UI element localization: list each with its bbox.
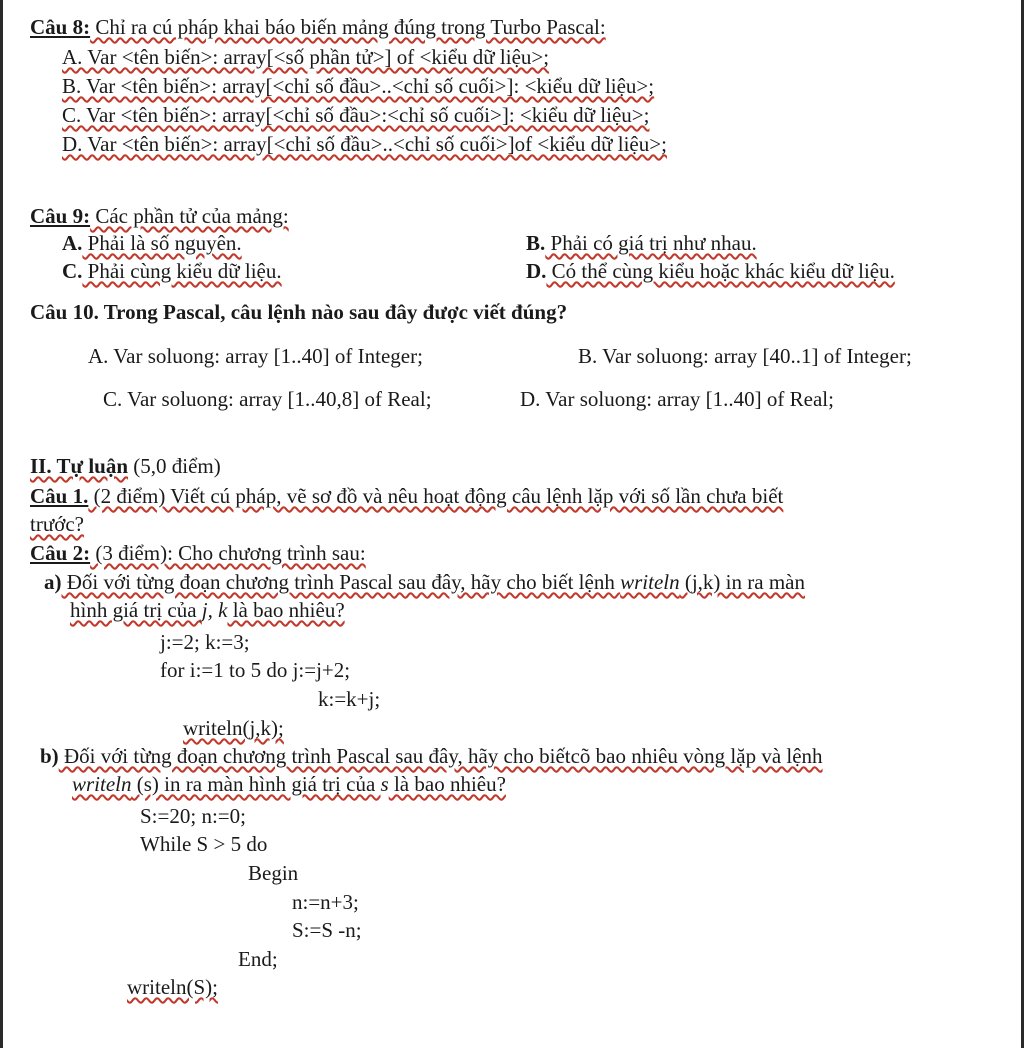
part2-heading: [30, 453, 221, 479]
part-a-line1: a) Đối với từng đoạn chương trình Pascal sau đây, hãy cho biết lệnh writeln (j,k) in ra màn: [44, 570, 805, 594]
q8-option-b: B. Var <tên biến>: array[<chỉ số đầu>..<chỉ số cuối>]: <kiểu dữ liệu>;: [62, 74, 655, 98]
code-a-line-3: k:=k+j;: [318, 687, 381, 711]
q8-option-a: A. Var <tên biến>: array[<số phần tử>] of <kiểu dữ liệu>;: [62, 45, 550, 69]
q8-option-d: D. Var <tên biến>: array[<chỉ số đầu>..<chỉ số cuối>]of <kiểu dữ liệu>;: [62, 132, 667, 156]
q8-title: [30, 14, 606, 40]
code-b-line-6: End;: [238, 947, 278, 971]
q10-option-a: A. Var soluong: array [1..40] of Integer;: [88, 344, 423, 368]
q9-option-c: C. Phải cùng kiểu dữ liệu.: [62, 259, 282, 283]
q10-option-d: D. Var soluong: array [1..40] of Real;: [520, 387, 834, 411]
essay-q1-line1: Câu 1. (2 điểm) Viết cú pháp, vẽ sơ đồ và nêu hoạt động câu lệnh lặp với số lần chưa biết: [30, 484, 784, 508]
part-b-label: b): [40, 744, 59, 768]
essay-q2-title: Câu 2: (3 điểm): Cho chương trình sau:: [30, 541, 366, 565]
q9-title: [30, 203, 289, 229]
q9-option-b: B. Phải có giá trị như nhau.: [526, 231, 757, 255]
q9-text: Các phần tử của mảng:: [90, 204, 289, 228]
code-a-line-4: writeln(j,k);: [183, 716, 284, 740]
q10-option-c: C. Var soluong: array [1..40,8] of Real;: [103, 387, 432, 411]
code-b-line-3: Begin: [248, 861, 299, 885]
code-b-line-2: While S > 5 do: [140, 832, 268, 856]
q9-option-a: A. Phải là số nguyên.: [62, 231, 242, 255]
code-a-line-1: j:=2; k:=3;: [160, 630, 250, 654]
essay-q1-line2: trước?: [30, 512, 84, 536]
essay-q2-number: Câu 2:: [30, 541, 91, 565]
q8-option-c: C. Var <tên biến>: array[<chỉ số đầu>:<chỉ số cuối>]: <kiểu dữ liệu>;: [62, 103, 650, 127]
code-b-line-1: S:=20; n:=0;: [140, 804, 246, 828]
q9-option-d: D. Có thể cùng kiểu hoặc khác kiểu dữ liệu.: [526, 259, 895, 283]
q10-title: Câu 10. Trong Pascal, câu lệnh nào sau đây được viết đúng?: [30, 300, 568, 324]
part-a-label: a): [44, 570, 62, 594]
code-a-line-2: for i:=1 to 5 do j:=j+2;: [160, 658, 351, 682]
part2-points: (5,0 điểm): [128, 454, 221, 478]
essay-q1-number: Câu 1.: [30, 484, 89, 508]
part-b-line1: b) Đối với từng đoạn chương trình Pascal sau đây, hãy cho biếtcõ bao nhiêu vòng lặp và lệnh: [40, 744, 823, 768]
q8-text: Chỉ ra cú pháp khai báo biến mảng đúng trong Turbo Pascal:: [90, 15, 606, 39]
q9-number: Câu 9:: [30, 204, 91, 228]
part-b-line2: writeln (s) in ra màn hình giá trị của s là bao nhiêu?: [72, 772, 506, 796]
q10-option-b: B. Var soluong: array [40..1] of Integer;: [578, 344, 912, 368]
part-a-line2: hình giá trị của j, k là bao nhiêu?: [70, 598, 345, 622]
code-b-line-4: n:=n+3;: [292, 890, 359, 914]
part2-title: II. Tự luận: [30, 454, 129, 478]
code-b-line-5: S:=S -n;: [292, 918, 362, 942]
q8-number: Câu 8:: [30, 15, 91, 39]
code-b-line-7: writeln(S);: [127, 975, 218, 999]
